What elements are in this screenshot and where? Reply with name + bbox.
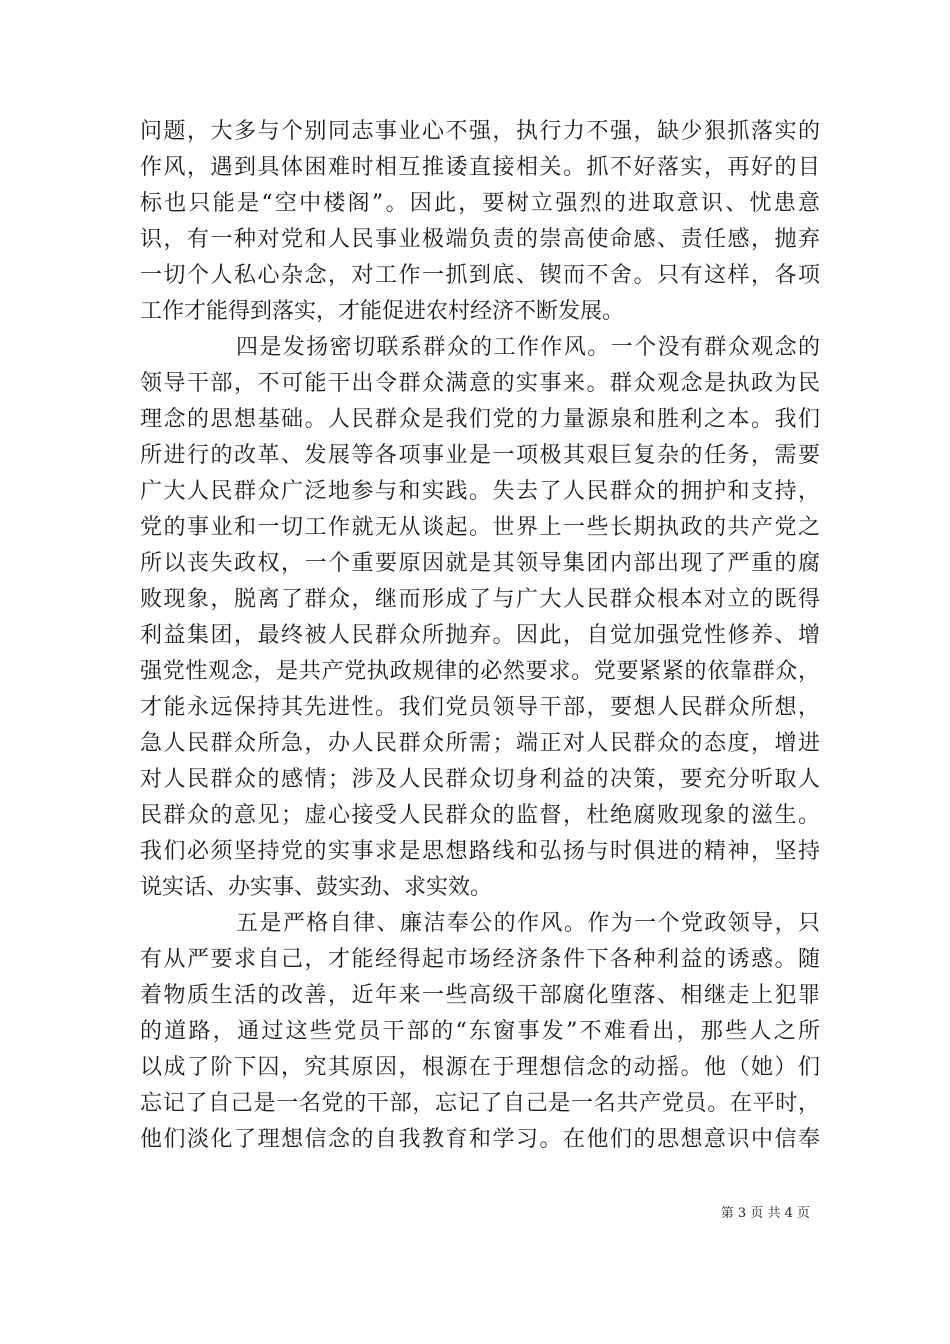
text-line: 一切个人私心杂念，对工作一抓到底、锲而不舍。只有这样，各项: [140, 263, 820, 288]
text-line: 工作才能得到落实，才能促进农村经济不断发展。: [140, 299, 625, 324]
text-line: 强党性观念，是共产党执政规律的必然要求。党要紧紧的依靠群众，: [140, 659, 820, 684]
paragraph-start-line: 四是发扬密切联系群众的工作作风。一个没有群众观念的: [236, 335, 820, 360]
text-line: 对人民群众的感情；涉及人民群众切身利益的决策，要充分听取人: [140, 767, 820, 792]
text-line: 败现象，脱离了群众，继而形成了与广大人民群众根本对立的既得: [140, 587, 820, 612]
text-line: 理念的思想基础。人民群众是我们党的力量源泉和胜利之本。我们: [140, 407, 820, 432]
text-line: 忘记了自己是一名党的干部，忘记了自己是一名共产党员。在平时，: [140, 1091, 820, 1116]
text-line: 急人民群众所急，办人民群众所需；端正对人民群众的态度，增进: [140, 731, 820, 756]
text-line: 才能永远保持其先进性。我们党员领导干部，要想人民群众所想，: [140, 695, 820, 720]
page-number-footer: 第 3 页 共 4 页: [720, 1206, 810, 1221]
text-line: 问题，大多与个别同志事业心不强，执行力不强，缺少狠抓落实的: [140, 119, 820, 144]
text-line: 识，有一种对党和人民事业极端负责的崇高使命感、责任感，抛弃: [140, 227, 820, 252]
text-line: 所进行的改革、发展等各项事业是一项极其艰巨复杂的任务，需要: [140, 443, 820, 468]
text-line: 领导干部，不可能干出令群众满意的实事来。群众观念是执政为民: [140, 371, 820, 396]
body-text: [140, 114, 820, 1158]
text-line: 以成了阶下囚，究其原因，根源在于理想信念的动摇。他（她）们: [140, 1055, 820, 1080]
text-line: 我们必须坚持党的实事求是思想路线和弘扬与时俱进的精神，坚持: [140, 839, 820, 864]
text-line: 党的事业和一切工作就无从谈起。世界上一些长期执政的共产党之: [140, 515, 820, 540]
text-line: 所以丧失政权，一个重要原因就是其领导集团内部出现了严重的腐: [140, 551, 820, 576]
text-line: 作风，遇到具体困难时相互推诿直接相关。抓不好落实，再好的目: [140, 155, 820, 180]
text-line: 民群众的意见；虚心接受人民群众的监督，杜绝腐败现象的滋生。: [140, 803, 820, 828]
text-line: 广大人民群众广泛地参与和实践。失去了人民群众的拥护和支持，: [140, 479, 820, 504]
text-line: 利益集团，最终被人民群众所抛弃。因此，自觉加强党性修养、增: [140, 623, 820, 648]
text-line: 说实话、办实事、鼓实劲、求实效。: [140, 875, 493, 900]
text-line: 他们淡化了理想信念的自我教育和学习。在他们的思想意识中信奉: [140, 1127, 820, 1152]
text-line: 着物质生活的改善，近年来一些高级干部腐化堕落、相继走上犯罪: [140, 983, 820, 1008]
text-line: 标也只能是“空中楼阁”。因此，要树立强烈的进取意识、忧患意: [140, 191, 820, 216]
text-line: 有从严要求自己，才能经得起市场经济条件下各种利益的诱惑。随: [140, 947, 820, 972]
paragraph-start-line: 五是严格自律、廉洁奉公的作风。作为一个党政领导，只: [236, 911, 820, 936]
text-line: 的道路，通过这些党员干部的“东窗事发”不难看出，那些人之所: [140, 1019, 820, 1044]
